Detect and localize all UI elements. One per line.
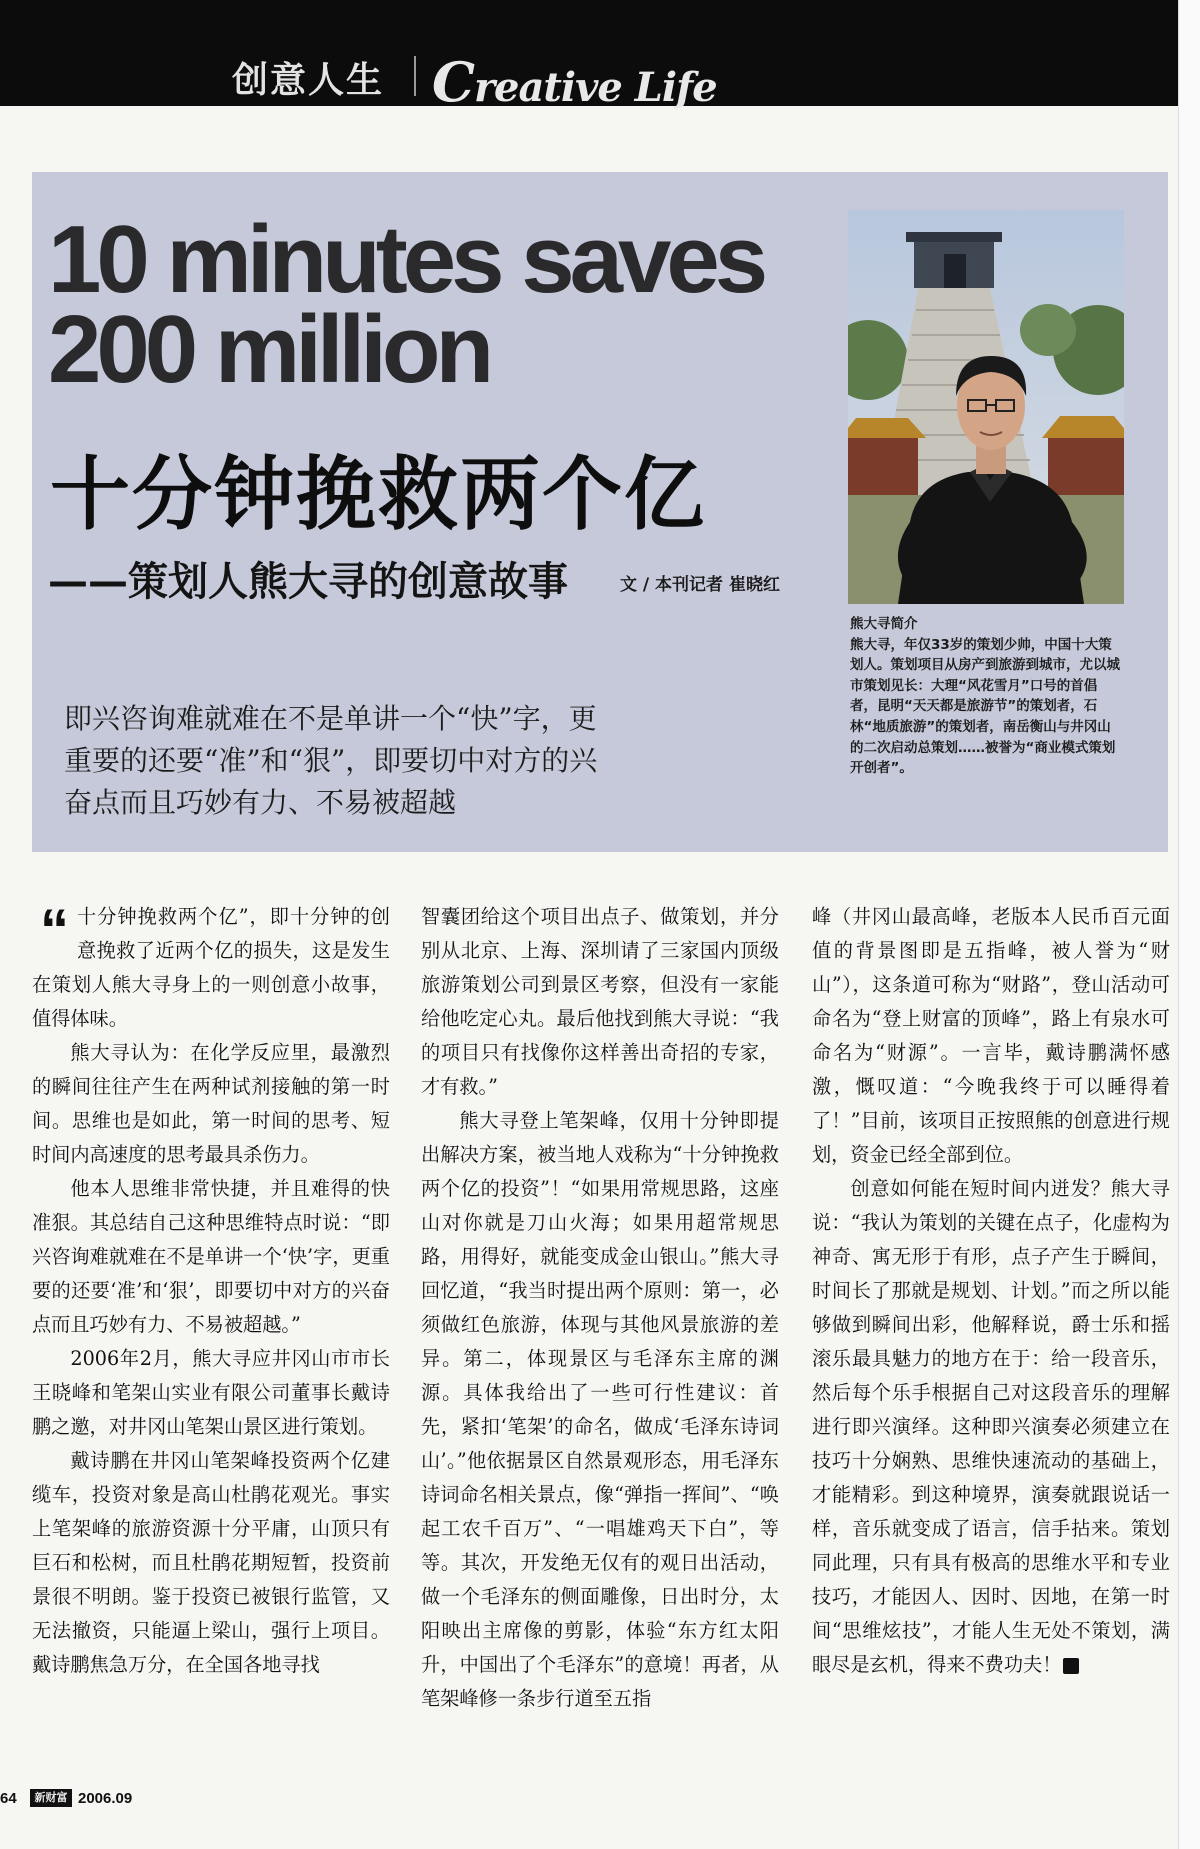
paragraph: 智囊团给这个项目出点子、做策划，并分别从北京、上海、深圳请了三家国内顶级旅游策划公司到景区考察，但没有一家能给他吃定心丸。最后他找到熊大寻说：“我的项目只有找像你这样善出奇招的专家，才有救。”: [421, 905, 779, 1098]
paragraph: 峰（井冈山最高峰，老版本人民币百元面值的背景图即是五指峰，被人誉为“财山”），这条道可称为“财路”，登山活动可命名为“登上财富的顶峰”，路上有泉水可命名为“财源”。一言毕，戴诗鹏满怀感激，慨叹道：“今晚我终于可以睡得着了！”目前，该项目正按照熊的创意进行规划，资金已经全部到位。: [812, 905, 1170, 1166]
page-edge: [1178, 0, 1200, 1849]
section-title-cn: 创意人生: [232, 60, 385, 101]
portrait-photo: [848, 210, 1124, 604]
lede-quote: 即兴咨询难就难在不是单讲一个“快”字，更重要的还要“准”和“狠”，即要切中对方的兴奋点而且巧妙有力、不易被超越: [64, 702, 598, 819]
headline-en-line-2: 200 million: [48, 296, 490, 403]
section-header-band: [0, 0, 1178, 114]
portrait-illustration: [848, 210, 1124, 604]
paragraph: 熊大寻登上笔架峰，仅用十分钟即提出解决方案，被当地人戏称为“十分钟挽救两个亿的投资”！“如果用常规思路，这座山对你就是刀山火海；如果用超常规思路，用得好，就能变成金山银山。”熊大寻回忆道，“我当时提出两个原则：第一，必须做红色旅游，体现与其他风景旅游的差异。第二，体现景区与毛泽东主席的渊源。具体我给出了一些可行性建议：首先，紧扣‘笔架’的命名，做成‘毛泽东诗词山’。”他依据景区自然景观形态，用毛泽东诗词命名相关景点，像“弹指一挥间”、“唤起工农千百万”、“一唱雄鸡天下白”，等等。其次，开发绝无仅有的观日出活动，做一个毛泽东的侧面雕像，日出时分，太阳映出主席像的剪影，体验“东方红太阳升，中国出了个毛泽东”的意境！再者，从笔架峰修一条步行道至五指: [421, 1109, 779, 1710]
issue-date: 2006.09: [78, 1790, 133, 1807]
magazine-logo: 新财富: [30, 1789, 72, 1807]
paragraph: [812, 1172, 1170, 1682]
paragraph-text: 十分钟挽救两个亿”，即十分钟的创意挽救了近两个亿的损失，这是发生在策划人熊大寻身上的一则创意小故事，值得体味。: [32, 905, 390, 1030]
headline-en-line-1: 10 minutes saves: [48, 206, 764, 313]
article-column-2: [421, 900, 779, 1716]
bio-title: 熊大寻简介: [850, 616, 918, 632]
paragraph: 他本人思维非常快捷，并且难得的快准狠。其总结自己这种思维特点时说：“即兴咨询难就难在不是单讲一个‘快’字，更重要的还要‘准’和‘狠’，即要切中对方的兴奋点而且巧妙有力、不易被超越。”: [32, 1177, 390, 1336]
headline-cn: 十分钟挽救两个亿: [50, 448, 706, 541]
section-title-en: [432, 50, 717, 114]
byline: 文 / 本刊记者 崔晓红: [620, 575, 780, 595]
section-divider: [414, 56, 416, 96]
paragraph-text: 创意如何能在短时间内迸发？熊大寻说：“我认为策划的关键在点子，化虚构为神奇、寓无形于有形，点子产生于瞬间，时间长了那就是规划、计划。”而之所以能够做到瞬间出彩，他解释说，爵士乐和摇滚乐最具魅力的地方在于：给一段音乐，然后每个乐手根据自己对这段音乐的理解进行即兴演绎。这种即兴演奏必须建立在技巧十分娴熟、思维快速流动的基础上，才能精彩。到这种境界，演奏就跟说话一样，音乐就变成了语言，信手拈来。策划同此理，只有具有极高的思维水平和专业技巧，才能因人、因时、因地，在第一时间“思维炫技”，才能人生无处不策划，满眼尽是玄机，得来不费功夫！: [812, 1177, 1170, 1676]
bio-text: 熊大寻，年仅33岁的策划少帅，中国十大策划人。策划项目从房产到旅游到城市，尤以城市策划见长：大理“风花雪月”口号的首倡者，昆明“天天都是旅游节”的策划者，石林“地质旅游”的策划者，南岳衡山与井冈山的二次启动总策划……被誉为“商业模式策划开创者”。: [850, 636, 1120, 777]
page-number: 64: [0, 1790, 17, 1807]
paragraph: 熊大寻认为：在化学反应里，最激烈的瞬间往往产生在两种试剂接触的第一时间。思维也是如此，第一时间的思考、短时间内高速度的思考最具杀伤力。: [32, 1041, 390, 1166]
end-mark-icon: [1063, 1658, 1079, 1674]
article-column-3: [812, 900, 1170, 1682]
bio-sidebar: [850, 614, 1120, 779]
section-title-en-rest: reative Life: [473, 64, 717, 111]
paragraph: [32, 900, 390, 1036]
opening-quote-mark: “: [40, 898, 69, 963]
section-title-en-cap: C: [432, 50, 474, 114]
headline-en: [48, 206, 848, 403]
article-column-1: [32, 900, 390, 1682]
paragraph: 戴诗鹏在井冈山笔架峰投资两个亿建缆车，投资对象是高山杜鹃花观光。事实上笔架峰的旅游资源十分平庸，山顶只有巨石和松树，而且杜鹃花期短暂，投资前景很不明朗。鉴于投资已被银行监管，又无法撤资，只能逼上梁山，强行上项目。戴诗鹏焦急万分，在全国各地寻找: [32, 1449, 390, 1676]
page-footer: [0, 1788, 400, 1812]
subtitle-cn: ——策划人熊大寻的创意故事: [48, 559, 568, 605]
paragraph: 2006年2月，熊大寻应井冈山市市长王晓峰和笔架山实业有限公司董事长戴诗鹏之邀，对井冈山笔架山景区进行策划。: [32, 1347, 390, 1438]
